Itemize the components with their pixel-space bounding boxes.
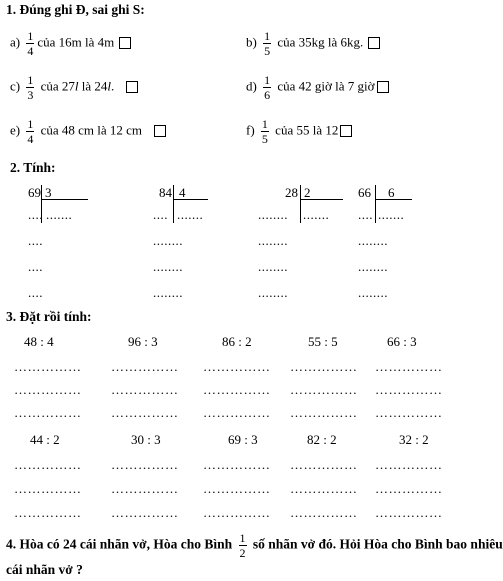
work-dots: .... [28, 207, 43, 222]
answer-line[interactable]: …………… [14, 359, 82, 374]
answer-line[interactable]: …………… [14, 505, 82, 520]
dividend: 66 [358, 185, 371, 200]
answer-checkbox[interactable] [377, 81, 389, 93]
answer-line[interactable]: …………… [203, 382, 271, 397]
problem-r1-5: 66 : 3 [387, 334, 417, 349]
division-vertical-line [173, 185, 174, 223]
answer-line[interactable]: …………… [375, 405, 443, 420]
answer-line[interactable]: …………… [111, 359, 179, 374]
answer-line[interactable]: …………… [375, 505, 443, 520]
work-dots: ........ [153, 285, 183, 300]
work-dots: .... [358, 207, 373, 222]
answer-line[interactable]: …………… [203, 359, 271, 374]
long-division-4 [358, 185, 438, 300]
item-text: của 35kg là 6kg. [277, 34, 364, 50]
answer-line[interactable]: …………… [290, 481, 358, 496]
problem-r2-4: 82 : 2 [307, 432, 337, 447]
long-division-3 [258, 185, 328, 300]
quotient-dots: ....... [177, 207, 204, 222]
long-division-1 [28, 185, 98, 300]
problem-r2-3: 69 : 3 [228, 432, 258, 447]
answer-line[interactable]: …………… [14, 457, 82, 472]
dividend: 69 [28, 185, 41, 200]
fraction: $\frac{1}{5}$ [264, 29, 271, 58]
work-dots: ........ [258, 207, 288, 222]
answer-line[interactable]: …………… [290, 405, 358, 420]
answer-line[interactable]: …………… [111, 457, 179, 472]
item-text: của 42 giờ là 7 giờ [277, 78, 375, 94]
item-label: f) [246, 122, 255, 138]
work-dots: ........ [358, 233, 388, 248]
exercise-1c [10, 74, 138, 101]
fraction: $\frac{1}{3}$ [27, 73, 34, 102]
work-dots: ........ [153, 233, 183, 248]
item-label: a) [10, 34, 21, 50]
quotient-dots: ....... [378, 207, 405, 222]
answer-line[interactable]: …………… [290, 505, 358, 520]
work-dots: .... [28, 259, 43, 274]
exercise-1a [10, 30, 131, 57]
problem-r1-2: 96 : 3 [128, 334, 158, 349]
work-dots: ........ [258, 259, 288, 274]
problem-r1-3: 86 : 2 [222, 334, 252, 349]
section3-title: 3. Đặt rồi tính: [6, 309, 92, 324]
answer-line[interactable]: …………… [203, 505, 271, 520]
answer-line[interactable]: …………… [14, 382, 82, 397]
work-dots: ........ [258, 233, 288, 248]
divisor: 4 [179, 185, 186, 200]
answer-line[interactable]: …………… [375, 359, 443, 374]
divisor: 3 [45, 185, 52, 200]
answer-line[interactable]: …………… [290, 382, 358, 397]
work-dots: ........ [358, 285, 388, 300]
answer-checkbox[interactable] [119, 37, 131, 49]
word-problem [6, 532, 503, 559]
work-dots: ........ [258, 285, 288, 300]
answer-checkbox[interactable] [154, 125, 166, 137]
item-label: d) [246, 78, 257, 94]
section2-title: 2. Tính: [10, 160, 56, 175]
answer-line[interactable]: …………… [111, 481, 179, 496]
exercise-1b [246, 30, 380, 57]
problem-r2-5: 32 : 2 [399, 432, 429, 447]
quotient-dots: ....... [46, 207, 73, 222]
answer-line[interactable]: …………… [290, 457, 358, 472]
word-problem-text-start: 4. Hòa có 24 cái nhãn vở, Hòa cho Bình [6, 536, 233, 552]
answer-line[interactable]: …………… [14, 481, 82, 496]
item-label: e) [10, 122, 21, 138]
answer-line[interactable]: …………… [375, 457, 443, 472]
item-text: của 27l là 24l. [40, 78, 115, 94]
divisor: 6 [388, 185, 395, 200]
problem-r2-1: 44 : 2 [30, 432, 60, 447]
item-label: c) [10, 78, 21, 94]
division-vertical-line [300, 185, 301, 223]
answer-line[interactable]: …………… [111, 505, 179, 520]
answer-line[interactable]: …………… [290, 359, 358, 374]
fraction: $\frac{1}{5}$ [261, 117, 268, 146]
fraction: $\frac{1}{2}$ [239, 531, 246, 560]
item-text: của 16m là 4m [37, 34, 115, 50]
long-division-2 [153, 185, 223, 300]
answer-line[interactable]: …………… [203, 457, 271, 472]
division-vertical-line [375, 185, 376, 223]
item-text: của 55 là 12 [275, 122, 339, 138]
item-label: b) [246, 34, 257, 50]
work-dots: .... [153, 207, 168, 222]
division-horizontal-line [174, 199, 208, 200]
answer-line[interactable]: …………… [111, 382, 179, 397]
answer-checkbox[interactable] [126, 81, 138, 93]
answer-line[interactable]: …………… [203, 481, 271, 496]
problem-r1-4: 55 : 5 [308, 334, 338, 349]
work-dots: ........ [153, 259, 183, 274]
divisor: 2 [304, 185, 311, 200]
fraction: $\frac{1}{6}$ [264, 73, 271, 102]
problem-r2-2: 30 : 3 [131, 432, 161, 447]
dividend: 28 [285, 185, 298, 200]
answer-checkbox[interactable] [368, 37, 380, 49]
item-text: của 48 cm là 12 cm [40, 122, 143, 138]
answer-line[interactable]: …………… [14, 405, 82, 420]
word-problem-line2: cái nhãn vở ? [6, 562, 83, 577]
answer-line[interactable]: …………… [111, 405, 179, 420]
division-horizontal-line [42, 199, 88, 200]
quotient-dots: ....... [303, 207, 330, 222]
fraction: $\frac{1}{4}$ [27, 29, 34, 58]
fraction: $\frac{1}{4}$ [27, 117, 34, 146]
work-dots: .... [28, 285, 43, 300]
section1-title: 1. Đúng ghi Đ, sai ghi S: [6, 2, 145, 17]
word-problem-text-end: số nhãn vở đó. Hỏi Hòa cho Bình bao nhiêu [252, 536, 503, 552]
answer-checkbox[interactable] [340, 125, 352, 137]
division-horizontal-line [301, 199, 343, 200]
answer-line[interactable]: …………… [375, 481, 443, 496]
work-dots: .... [28, 233, 43, 248]
dividend: 84 [159, 185, 172, 200]
division-horizontal-line [376, 199, 412, 200]
exercise-1f [246, 118, 352, 145]
answer-line[interactable]: …………… [203, 405, 271, 420]
exercise-1d [246, 74, 389, 101]
work-dots: ........ [358, 259, 388, 274]
problem-r1-1: 48 : 4 [24, 334, 54, 349]
answer-line[interactable]: …………… [375, 382, 443, 397]
exercise-1e [10, 118, 166, 145]
